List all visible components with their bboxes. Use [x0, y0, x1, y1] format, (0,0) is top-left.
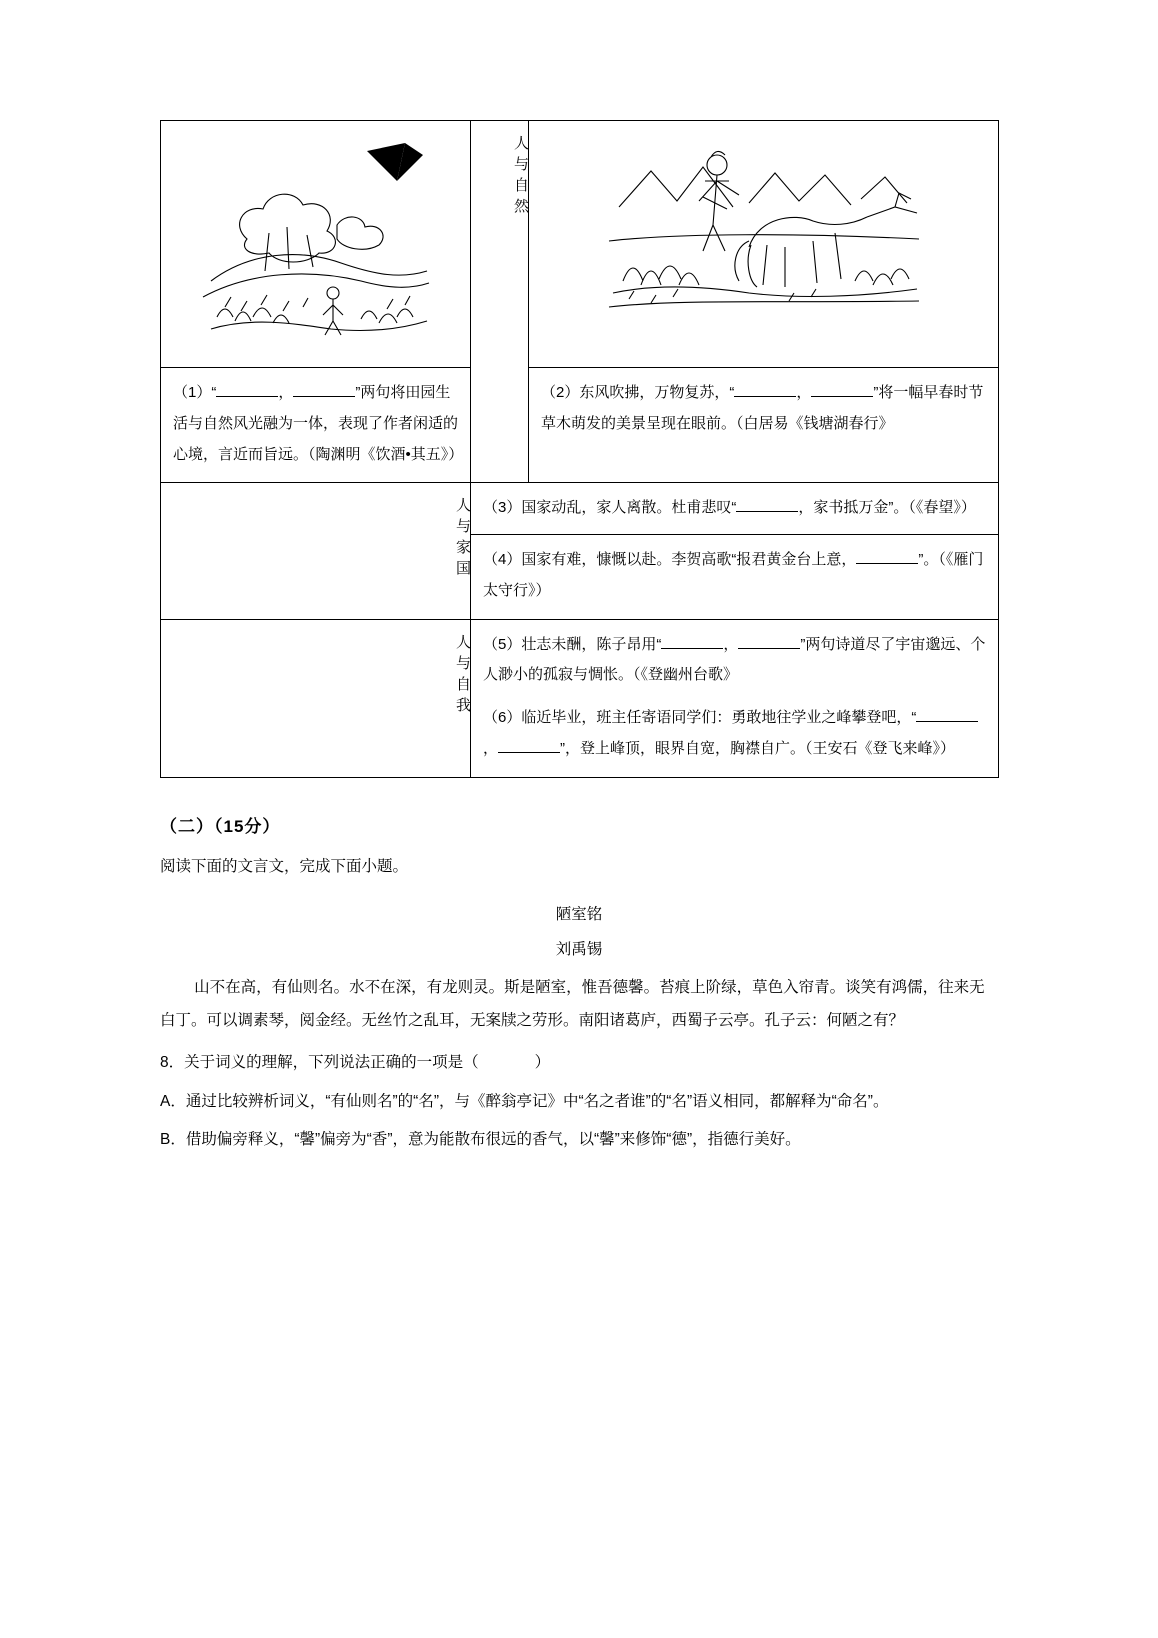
poem-item-4	[471, 535, 998, 619]
article-title: 陋室铭	[555, 906, 603, 924]
section-instruction: 阅读下面的文言文，完成下面小题。	[160, 857, 409, 875]
option-a[interactable]: A．通过比较辨析词义，“有仙则名”的“名”，与《醉翁亭记》中“名之者谁”的“名”语义相同，都解释为“命名”。	[160, 1092, 889, 1110]
category-label-self: 人与自我	[454, 633, 471, 718]
poem-item-3-suffix: ，家书抵万金”。（《春望》）	[798, 499, 976, 517]
question-8-text: 8．关于词义的理解，下列说法正确的一项是（	[160, 1054, 479, 1072]
answer-blank[interactable]	[734, 382, 796, 397]
table-row	[161, 121, 999, 368]
category-label-nature-cell	[471, 121, 529, 483]
article-author: 刘禹锡	[555, 940, 603, 958]
poem-item-2-mid: ，	[796, 384, 812, 401]
self-items-cell	[471, 619, 999, 777]
table-row	[161, 483, 999, 619]
poem-item-2-cell	[529, 368, 999, 483]
poem-item-1-prefix: （1）“	[173, 384, 217, 401]
question-8-close: ）	[534, 1054, 551, 1072]
answer-blank[interactable]	[736, 497, 798, 512]
answer-blank[interactable]	[661, 634, 723, 649]
answer-blank[interactable]	[811, 382, 873, 397]
poem-item-5-mid: ，	[723, 635, 739, 653]
poem-item-5-prefix: （5）壮志未酬，陈子昂用“	[483, 635, 662, 653]
right-illustration-cell	[529, 121, 999, 368]
answer-blank[interactable]	[293, 382, 355, 397]
poem-item-1-cell	[161, 368, 471, 483]
table-row	[161, 619, 999, 777]
poem-item-6	[471, 703, 998, 777]
poem-item-1	[161, 368, 470, 482]
question-8	[160, 1047, 998, 1080]
country-items-cell	[471, 483, 999, 619]
table-row	[161, 368, 999, 483]
page-content	[160, 120, 998, 1157]
poem-item-2-prefix: （2）东风吹拂，万物复苏，“	[541, 384, 735, 401]
answer-blank[interactable]	[498, 738, 560, 753]
article-body: 山不在高，有仙则名。水不在深，有龙则灵。斯是陋室，惟吾德馨。苔痕上阶绿，草色入帘青。谈笑有鸿儒，往来无白丁。可以调素琴，阅金经。无丝竹之乱耳，无案牍之劳形。南阳诸葛庐，西蜀子云亭。孔子云：何陋之有？	[160, 979, 985, 1029]
poem-item-6-mid: ，	[483, 739, 499, 757]
category-label-nature: 人与自然	[512, 135, 529, 219]
poem-item-5	[471, 620, 998, 704]
category-label-country: 人与家国	[454, 497, 471, 582]
answer-blank[interactable]	[216, 382, 278, 397]
option-b[interactable]: B．借助偏旁释义，“馨”偏旁为“香”，意为能散布很远的香气，以“馨”来修饰“德”，指德行美好。	[160, 1131, 801, 1149]
poem-item-1-suffix: ”两句将田园生活与自然风光融为一体，表现了作者闲适的心境，言近而旨远。（陶渊明《饮酒•其五》）	[173, 384, 464, 463]
answer-blank[interactable]	[916, 707, 978, 722]
poem-item-1-mid: ，	[278, 384, 294, 401]
poem-item-2	[529, 368, 998, 452]
poem-item-4-prefix: （4）国家有难，慷慨以赴。李贺高歌“报君黄金台上意，	[483, 551, 857, 568]
section-heading: （二）（15分）	[160, 816, 281, 836]
poem-fill-table	[160, 120, 999, 778]
poem-item-3	[471, 483, 998, 535]
poem-item-6-prefix: （6）临近毕业，班主任寄语同学们：勇敢地往学业之峰攀登吧，“	[483, 709, 917, 726]
left-illustration-cell	[161, 121, 471, 368]
poem-item-6-suffix: ”，登上峰顶，眼界自宽，胸襟自广。（王安石《登飞来峰》）	[560, 739, 956, 757]
poem-item-4-suffix: ”。（《雁门太守行》）	[483, 551, 984, 599]
pastoral-scene-illustration	[191, 121, 441, 336]
poem-item-3-prefix: （3）国家动乱，家人离散。杜甫悲叹“	[483, 499, 737, 517]
answer-blank[interactable]	[856, 549, 918, 564]
poem-item-2-suffix: ”将一幅早春时节草木萌发的美景呈现在眼前。（白居易《钱塘湖春行》	[541, 384, 984, 432]
poem-item-5-suffix: ”两句诗道尽了宇宙邈远、个人渺小的孤寂与惆怅。（《登幽州台歌》	[483, 635, 986, 684]
category-label-country-cell	[161, 483, 471, 619]
answer-blank[interactable]	[738, 634, 800, 649]
spring-riding-illustration	[599, 121, 929, 336]
category-label-self-cell	[161, 619, 471, 777]
